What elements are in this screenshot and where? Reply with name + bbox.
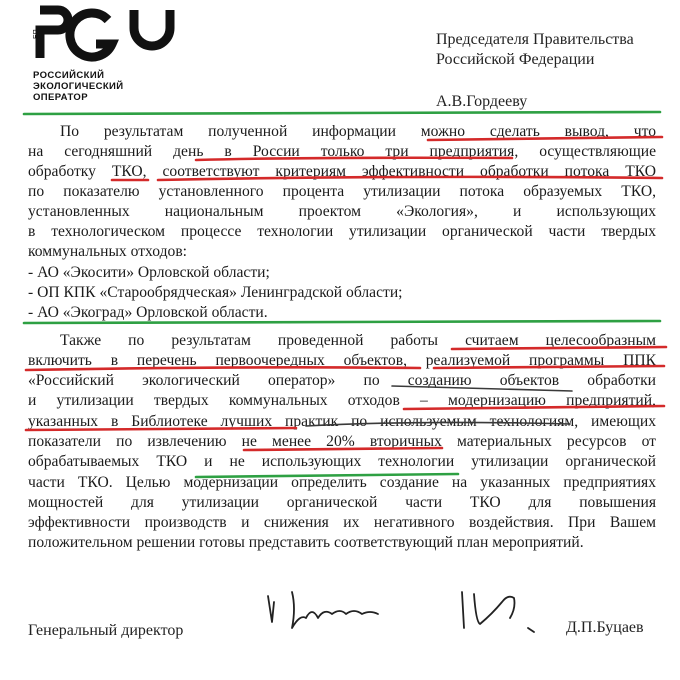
logo-text-line: РОССИЙСКИЙ [33,70,105,81]
green-divider-line [24,112,660,114]
organization-logo [30,0,200,110]
enterprise-list-item: - АО «Экосити» Орловской области; [28,264,270,281]
paragraph-1-line: на сегодняшний день в России только три предприятия, осуществляющие [28,143,656,160]
paragraph-1-line: обработку ТКО, соответствуют критериям эффективности обработки потока ТКО [28,163,656,180]
paragraph-2-line: «Российский экологический оператор» по созданию объектов обработки [28,372,656,389]
paragraph-2-line: эффективности производств и снижения их негативного воздействия. При Вашем [28,514,656,531]
paragraph-2-line: положительном решении готовы представить соответствующий план мероприятий. [28,534,584,551]
enterprise-list-item: - АО «Экоград» Орловской области. [28,304,268,321]
paragraph-2-line: и утилизации твердых коммунальных отходов – модернизацию предприятий, [28,392,656,409]
signatory-position: Генеральный директор [28,622,184,639]
logo-text-line: ЭКОЛОГИЧЕСКИЙ [33,81,124,92]
paragraph-2-line: Также по результатам проведенной работы считаем целесообразным [60,332,656,349]
paragraph-1-line: по показателю установленного процента утилизации потока образуемых ТКО, [28,183,656,200]
paragraph-2-line: части ТКО. Целью модернизации определить создание на указанных предприятиях [28,474,656,491]
paragraph-2-line: показатели по извлечению не менее 20% вторичных материальных ресурсов от [28,433,656,450]
paragraph-1-line: установленных национальным проектом «Экология», и использующих [28,203,656,220]
addressee-title-line: Председателя Правительства [436,31,634,48]
enterprise-list-item: - ОП КПК «Старообрядческая» Ленинградской области; [28,284,403,301]
paragraph-2-line: обрабатываемых ТКО и не использующих технологии утилизации органической [28,453,656,470]
addressee-name: А.В.Гордееву [436,93,528,110]
logo-text-line: ОПЕРАТОР [33,92,88,103]
paragraph-1-line: коммунальных отходов: [28,243,188,260]
paragraph-1-line: в технологическом процессе технологии утилизации органической части твердых [28,223,656,240]
svg-text:ЕП: ЕП [33,29,40,39]
paragraph-2-line: мощностей для утилизации органической части ТКО для повышения [28,494,656,511]
signatory-name: Д.П.Буцаев [566,619,644,636]
paragraph-1-line: По результатам полученной информации можно сделать вывод, что [60,123,656,140]
paragraph-2-line: включить в перечень первоочередных объектов, реализуемой программы ППК [28,352,656,369]
rco-logo-icon [30,0,200,62]
paragraph-2-line: указанных в Библиотеке лучших практик по используемым технологиям, имеющих [28,413,656,430]
addressee-title-line: Российской Федерации [436,51,595,68]
handwritten-signature [262,584,542,644]
